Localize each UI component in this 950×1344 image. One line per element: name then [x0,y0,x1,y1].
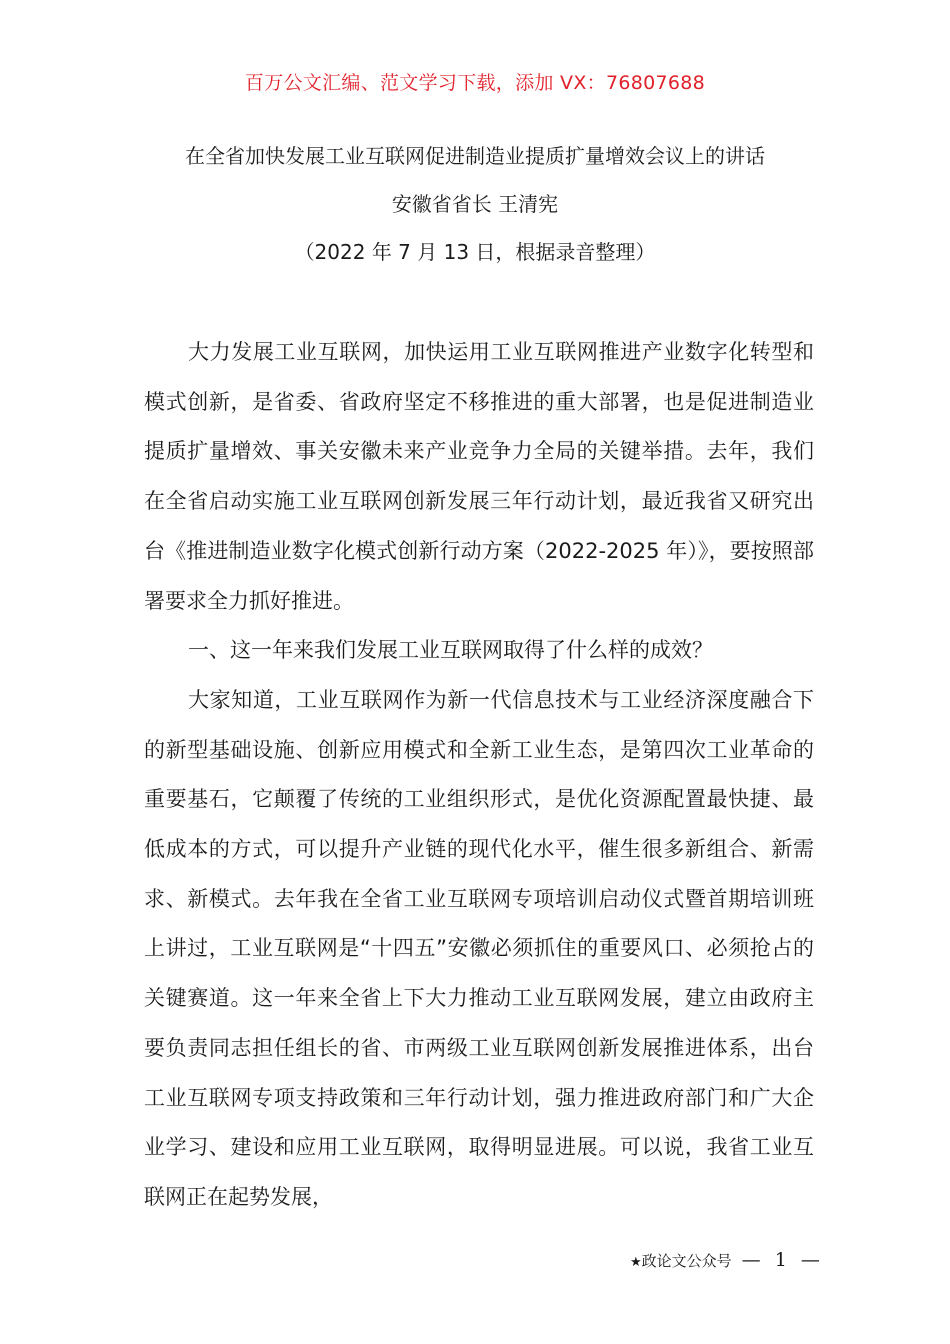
speaker-line: 安徽省省长 王清宪 [391,192,559,216]
section-heading: 一、这一年来我们发展工业互联网取得了什么样的成效？ [188,638,713,663]
footer-source: 政论文公众号 [641,1252,732,1270]
page-number: — 1 — [741,1249,824,1271]
promo-banner: 百万公文汇编、范文学习下载，添加 VX：76807688 [244,72,706,94]
date-note: （2022 年 7 月 13 日，根据录音整理） [294,240,656,264]
document-body [144,328,814,1223]
star-icon: ★ [630,1255,642,1270]
page-footer [630,1249,824,1271]
document-title: 在全省加快发展工业互联网促进制造业提质扩量增效会议上的讲话 [185,144,765,168]
paragraph-intro: 大力发展工业互联网，加快运用工业互联网推进产业数字化转型和模式创新，是省委、省政府坚定不移推进的重大部署，也是促进制造业提质扩量增效、事关安徽未来产业竞争力全局的关键举措。去年，我们在全省启动实施工业互联网创新发展三年行动计划，最近我省又研究出台《推进制造业数字化模式创新行动方案（2022-2025 年）》，要按照部署要求全力抓好推进。 [144,340,814,613]
paragraph-body: 大家知道，工业互联网作为新一代信息技术与工业经济深度融合下的新型基础设施、创新应用模式和全新工业生态，是第四次工业革命的重要基石，它颠覆了传统的工业组织形式，是优化资源配置最快捷、最低成本的方式，可以提升产业链的现代化水平，催生很多新组合、新需求、新模式。去年我在全省工业互联网专项培训启动仪式暨首期培训班上讲过，工业互联网是“十四五”安徽必须抓住的重要风口、必须抢占的关键赛道。这一年来全省上下大力推动工业互联网发展，建立由政府主要负责同志担任组长的省、市两级工业互联网创新发展推进体系，出台工业互联网专项支持政策和三年行动计划，强力推进政府部门和广大企业学习、建设和应用工业互联网，取得明显进展。可以说，我省工业互联网正在起势发展， [144,687,814,1209]
